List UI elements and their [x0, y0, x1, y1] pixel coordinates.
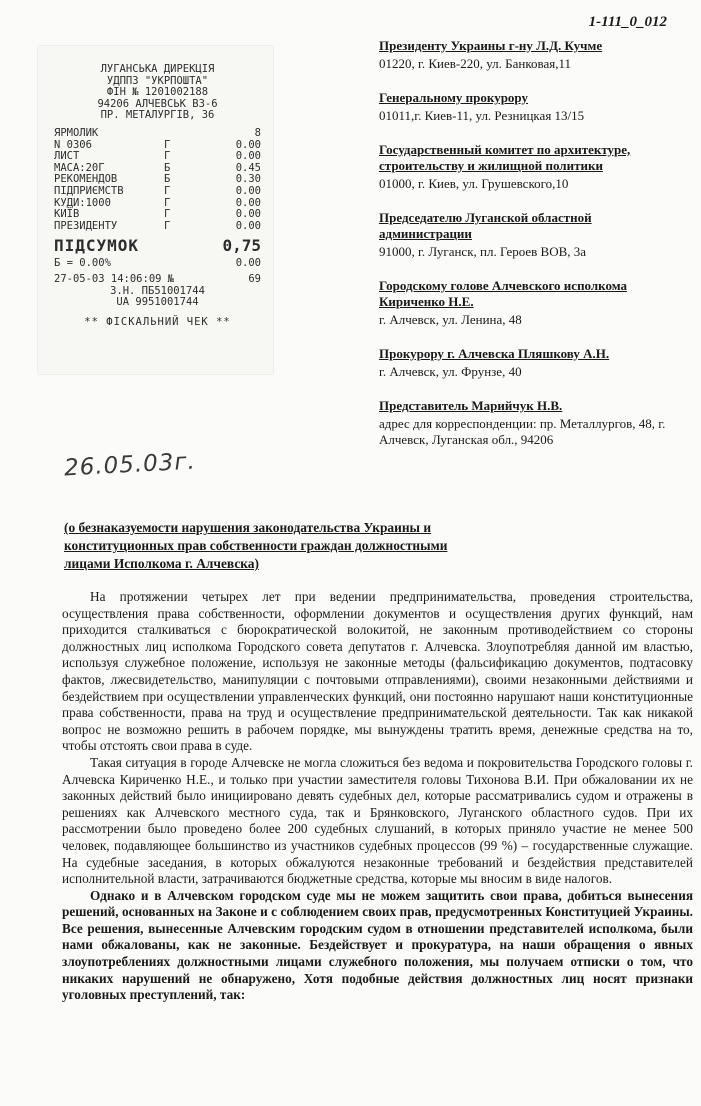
receipt-total-label: ПІДСУМОК	[54, 236, 140, 256]
receipt-row-amount: 0.00	[235, 196, 261, 209]
receipt-check-number: 69	[248, 272, 261, 285]
receipt-row-code: Г	[164, 208, 171, 221]
receipt-row	[54, 209, 261, 221]
receipt-row-label: ЛИСТ	[54, 150, 80, 163]
receipt-row-amount: 0.00	[235, 208, 261, 221]
receipt-row-amount: 0.00	[235, 138, 261, 151]
receipt-row-amount: 0.00	[235, 150, 261, 163]
receipt-operator-num: 8	[254, 126, 261, 139]
receipt-row-code: Г	[164, 138, 171, 151]
receipt-vat	[54, 258, 261, 270]
receipt-row-label: ПІДПРИЄМСТВ	[54, 184, 124, 197]
addressee-address: 01011,г. Киев-11, ул. Резницкая 13/15	[379, 108, 585, 123]
addressee-address: 01000, г. Киев, ул. Грушевского,10	[379, 176, 569, 191]
receipt-row-label: РЕКОМЕНДОВ	[54, 173, 118, 186]
body-paragraph-bold: Однако и в Алчевском городском суде мы не можем защитить свои права, добиться вынесения решений, основанных на Законе и с соблюдением своих прав, предусмотренных Конституцией Украины. Все решения, вынесенные Алчевским городским судом в отношении представителей исполкома, были нами обжалованы, как не законные. Бездействует и прокуратура, на наши обращения о явных злоупотреблениях должностными лицами служебного положения, мы получаем отписки о том, что никаких нарушений не обнаружено, Хотя подобные действия должностных лиц носят признаки уголовных преступлений, так:	[62, 887, 693, 1003]
addressee-title: Президенту Украины г-ну Л.Д. Кучме	[379, 38, 603, 53]
addressee-block	[379, 398, 679, 448]
body-paragraph: Такая ситуация в городе Алчевске не могла сложиться без ведома и покровительства Городского головы г. Алчевска Кириченко Н.Е., и только при участии заместителя головы Тихонова В.И. При обжаловании их не законных действий было инициировано девять судебных дел, которые рассматривались судом и отражены в решениях как Алчевского местного суда, так и Брянковского, Луганского областного судов. При их рассмотрении было проведено более 200 судебных слушаний, в которых приняло участие не менее 500 человек, подавляющее большинство из участников судебных процессов (99 %) – государственные служащие. На судебные заседания, в которых обжалуются незаконные требований и бездействия представителей исполнительной власти, затрачиваются бюджетные средства, которые мы вносим в виде налогов.	[62, 754, 693, 887]
addressee-title: Представитель Марийчук Н.В.	[379, 398, 563, 413]
addressee-title: Генеральному прокурору	[379, 90, 528, 105]
addressee-block	[379, 142, 679, 192]
receipt-row-amount: 0.00	[235, 219, 261, 232]
receipt-row-label: ПРЕЗИДЕНТУ	[54, 219, 118, 232]
receipt-row-code: Б	[164, 173, 171, 186]
letter-body	[62, 589, 693, 1004]
addressee-address: 91000, г. Луганск, пл. Героев ВОВ, 3а	[379, 244, 587, 259]
handwritten-date: 26.05.03г.	[63, 448, 197, 482]
receipt-row-code: Г	[164, 150, 171, 163]
subject-line: (о безнаказуемости нарушения законодательства Украины и конституционных прав собственности граждан должностными лицами Исполкома г. Алчевска)	[64, 520, 448, 571]
receipt-row	[54, 221, 261, 233]
addressee-list	[379, 38, 679, 466]
receipt-total-value: 0,75	[222, 236, 261, 256]
addressee-block	[379, 210, 679, 260]
receipt-row	[54, 186, 261, 198]
addressee-address: г. Алчевск, ул. Ленина, 48	[379, 312, 522, 327]
receipt-row-code: Г	[164, 219, 171, 232]
receipt-vat-amount: 0.00	[235, 257, 261, 270]
receipt-row-code: Г	[164, 184, 171, 197]
receipt-footer: ** ФІСКАЛЬНИЙ ЧЕК **	[84, 315, 231, 328]
receipt-datetime-row	[54, 274, 261, 286]
addressee-address: адрес для корреспонденции: пр. Металлургов, 48, г. Алчевск, Луганская обл., 94206	[379, 416, 666, 447]
receipt-ua: UA 9951001744	[116, 296, 199, 309]
body-paragraph: На протяжении четырех лет при ведении предпринимательства, проведения строительства, осуществления права собственности, оформлении документов и осуществления других функций, нам приходится сталкиваться с бюрократической волокитой, не законным противодействием со стороны должностных лиц исполкома Городского совета депутатов г. Алчевска. Злоупотребляя данной им властью, используя служебное положение, используя не законные методы (фальсификацию документов, подтасовку фактов, лжесвидетельство, манипуляции с почтовыми отправлениями), своими незаконными действиями и бездействием при осуществлении управленческих функций, они постоянно нарушают наши конституционные права собственности, права на труд и осуществление предпринимательской деятельности. Так как никакой вопрос не возможно решить в рабочем порядке, мы вынуждены тратить время, денежные средства на то, чтобы отстоять свои права в суде.	[62, 589, 693, 754]
receipt-row-label: МАСА:20Г	[54, 161, 105, 174]
document-id: 1-111_0_012	[588, 14, 667, 30]
receipt-row-amount: 0.00	[235, 184, 261, 197]
addressee-block	[379, 90, 679, 124]
addressee-title: Городскому голове Алчевского исполкома Кириченко Н.Е.	[379, 278, 628, 309]
receipt-row-amount: 0.45	[235, 161, 261, 174]
addressee-address: г. Алчевск, ул. Фрунзе, 40	[379, 364, 522, 379]
receipt-row	[54, 198, 261, 210]
receipt-header-line: ФІН № 1201002188	[106, 86, 209, 99]
receipt-datetime: 27-05-03 14:06:09 №	[54, 272, 175, 285]
receipt-header-line: ЛУГАНСЬКА ДИРЕКЦІЯ	[100, 63, 215, 75]
receipt-operator-name: ЯРМОЛИК	[54, 126, 99, 139]
receipt-row-label: N 0306	[54, 138, 92, 151]
addressee-block	[379, 38, 679, 72]
receipt-header-line: УДППЗ "УКРПОШТА"	[106, 74, 209, 87]
receipt-row-label: КИЇВ	[54, 208, 80, 221]
receipt-vat-label: Б = 0.00%	[54, 257, 111, 270]
receipt-header-line: 94206 АЛЧЕВСЬК ВЗ-6	[97, 97, 218, 110]
receipt-row-amount: 0.30	[235, 173, 261, 186]
receipt-zn: З.Н. ПБ51001744	[110, 284, 205, 297]
receipt-row-code: Б	[164, 161, 171, 174]
addressee-block	[379, 278, 679, 328]
postal-receipt	[38, 46, 273, 374]
addressee-title: Государственный комитет по архитектуре, строительству и жилищной политики	[379, 142, 631, 173]
receipt-row	[54, 151, 261, 163]
addressee-block	[379, 346, 679, 380]
receipt-row-code: Г	[164, 196, 171, 209]
receipt-total	[54, 236, 261, 256]
addressee-title: Прокурору г. Алчевска Пляшкову А.Н.	[379, 346, 610, 361]
addressee-address: 01220, г. Киев-220, ул. Банковая,11	[379, 56, 571, 71]
receipt-row-label: КУДИ:1000	[54, 196, 111, 209]
addressee-title: Председателю Луганской областной администрации	[379, 210, 592, 241]
receipt-header-line: ПР. МЕТАЛУРГІВ, 36	[100, 109, 215, 122]
receipt-operator	[54, 128, 261, 140]
receipt-row	[54, 140, 261, 152]
